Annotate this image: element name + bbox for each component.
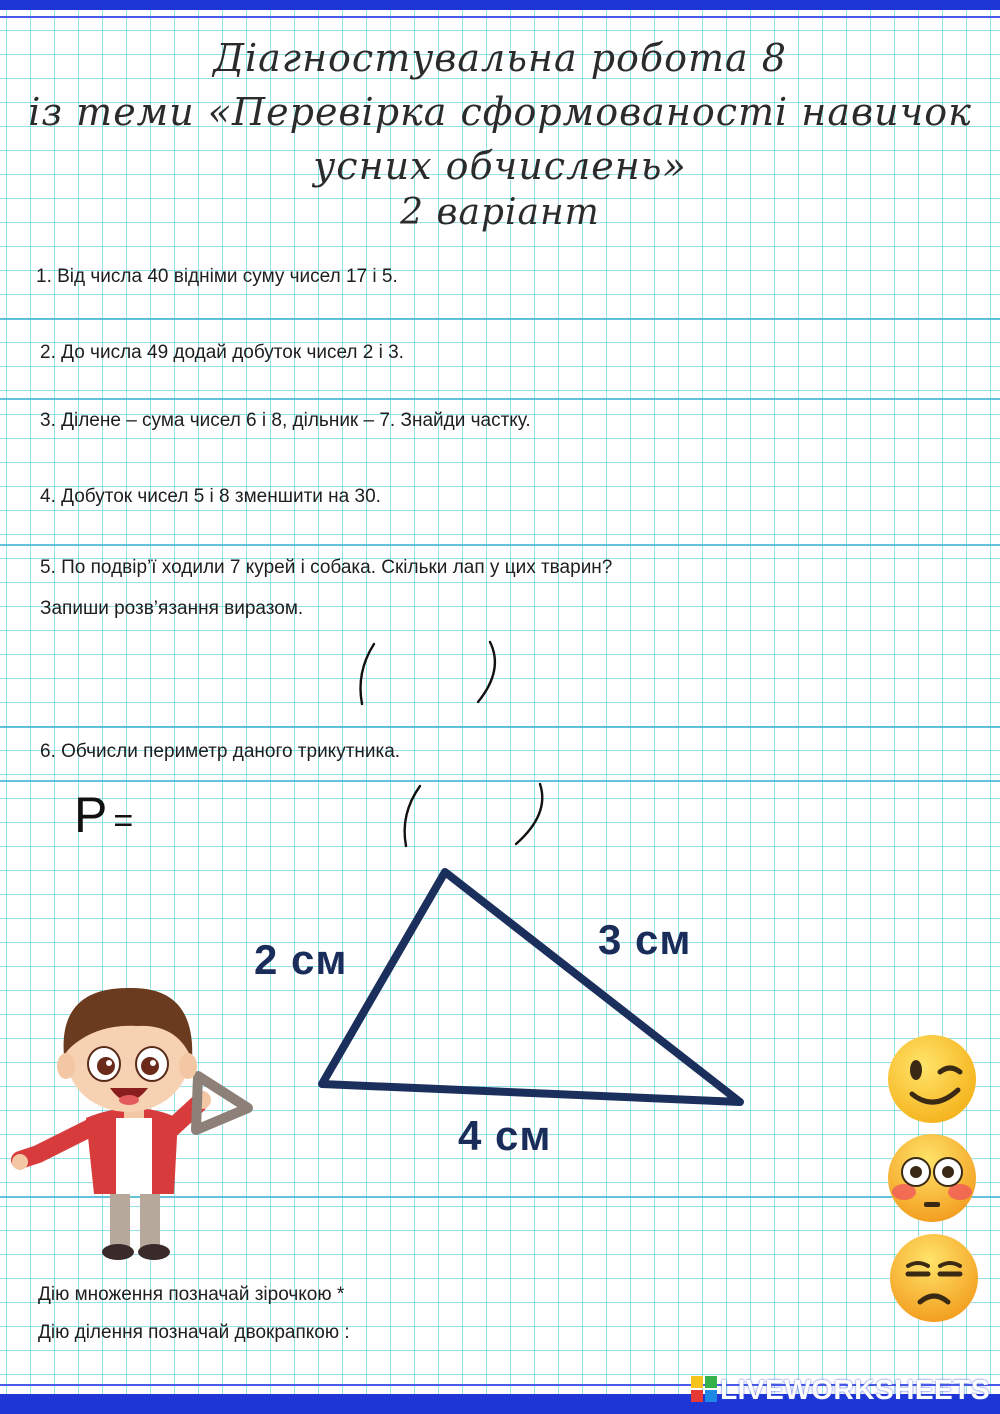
liveworksheets-logo-icon [691,1376,717,1402]
wink-emoji-icon[interactable] [884,1034,980,1124]
boy-with-ruler-icon [8,978,258,1268]
equals-sign: = [113,802,134,840]
flushed-emoji-icon[interactable] [884,1132,980,1224]
task-4: 4. Добуток чисел 5 і 8 зменшити на 30. [40,486,381,507]
perimeter-answer-field[interactable] [148,796,392,832]
title-line-3: усних обчислень» [313,144,687,188]
answer-field-4[interactable] [40,512,544,548]
answer-field-6[interactable] [418,792,532,828]
top-border-line [0,16,1000,18]
perimeter-symbol: P [74,787,108,843]
task-1: 1. Від числа 40 відніми суму чисел 17 і 5. [36,266,398,287]
task-2: 2. До числа 49 додай добуток чисел 2 і 3. [40,342,404,363]
task-5-instruction: Запиши розв’язання виразом. [40,598,304,619]
title-line-1: Діагностувальна робота 8 [213,36,787,80]
answer-field-1[interactable] [40,290,544,326]
liveworksheets-brand[interactable]: LIVEWORKSHEETS [720,1374,990,1405]
top-border-bar [0,0,1000,10]
perimeter-label [74,786,133,844]
unamused-emoji-icon[interactable] [886,1232,982,1324]
side-left-label: 2 см [254,936,348,983]
separator-4 [0,726,1000,728]
side-right-label: 3 см [598,916,692,963]
task-6: 6. Обчисли периметр даного трикутника. [40,741,401,762]
side-bottom-label: 4 см [458,1112,552,1159]
triangle-figure [300,860,760,1120]
multiply-note: Дію множення позначай зірочкою * [38,1284,345,1305]
title-line-2: із теми «Перевірка сформованості навичок [28,90,972,134]
answer-field-5[interactable] [372,650,486,686]
title-line-4: 2 варіант [400,192,600,233]
answer-field-2[interactable] [40,366,544,402]
divide-note: Дію ділення позначай двокрапкою : [38,1322,350,1343]
answer-field-3[interactable] [40,436,544,472]
task-3: 3. Ділене – сума чисел 6 і 8, дільник – 7. Знайди частку. [40,410,531,431]
task-5: 5. По подвір’ї ходили 7 курей і собака. Скільки лап у цих тварин? [40,557,613,578]
